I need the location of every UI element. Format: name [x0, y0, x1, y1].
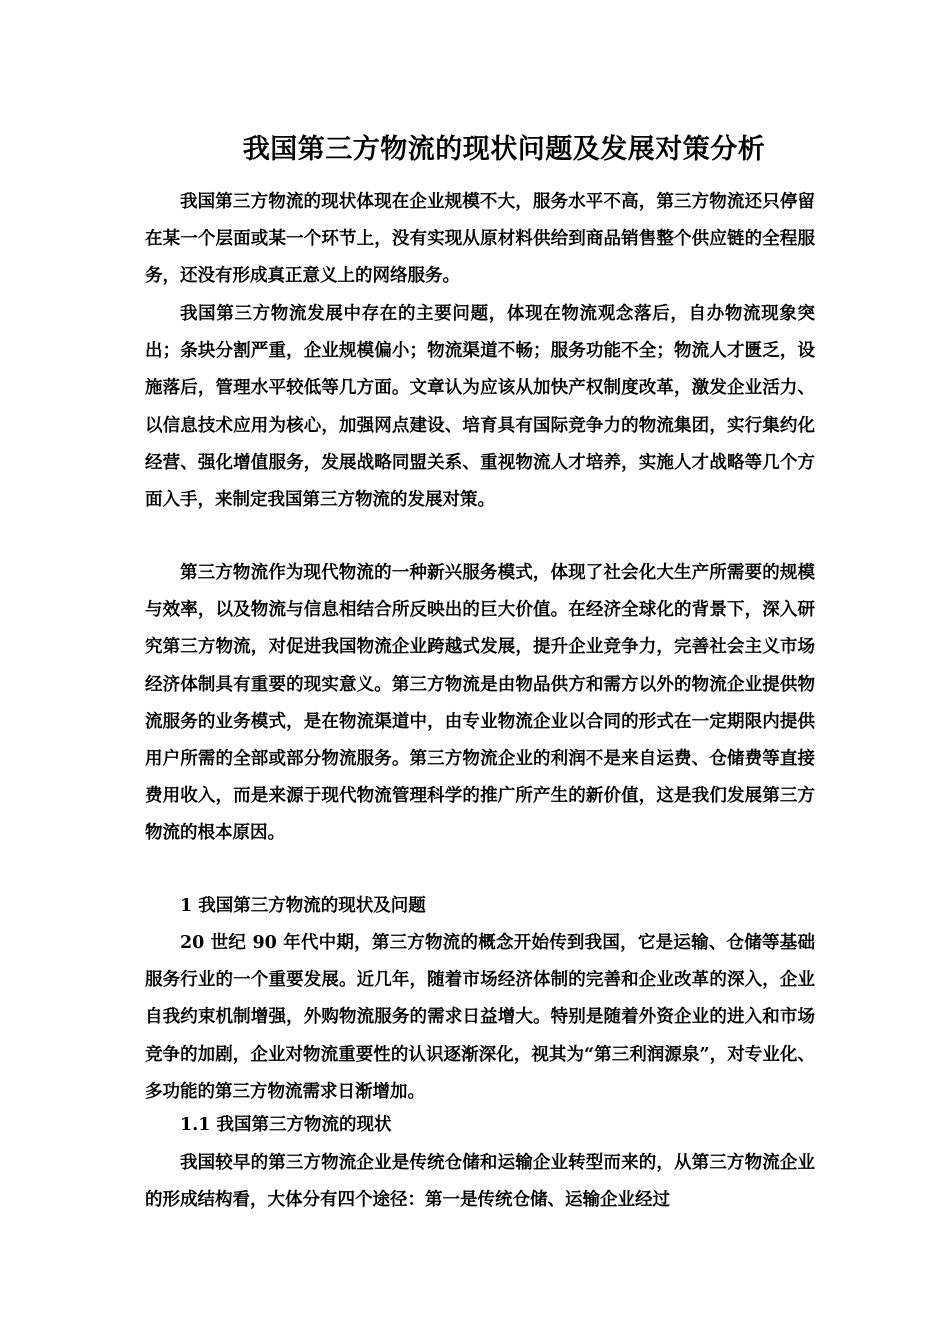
- section-heading-1-1: 1.1 我国第三方物流的现状: [180, 1115, 392, 1135]
- paragraph-intro-2: 我国第三方物流发展中存在的主要问题，体现在物流观念落后，自办物流现象突出；条块分割严重，企业规模偏小；物流渠道不畅；服务功能不全；物流人才匮乏，设施落后，管理水平较低等几方面。文章认为应该从加快产权制度改革，激发企业活力、以信息技术应用为核心，加强网点建设、培育具有国际竞争力的物流集团，实行集约化经营、强化增值服务，发展战略同盟关系、重视物流人才培养，实施人才战略等几个方面入手，来制定我国第三方物流的发展对策。: [145, 304, 815, 511]
- document-title: 我国第三方物流的现状问题及发展对策分析: [242, 134, 766, 165]
- paragraph-intro-3: 第三方物流作为现代物流的一种新兴服务模式，体现了社会化大生产所需要的规模与效率，以及物流与信息相结合所反映出的巨大价值。在经济全球化的背景下，深入研究第三方物流，对促进我国物流企业跨越式发展，提升企业竞争力，完善社会主义市场经济体制具有重要的现实意义。第三方物流是由物品供方和需方以外的物流企业提供物流服务的业务模式，是在物流渠道中，由专业物流企业以合同的形式在一定期限内提供用户所需的全部或部分物流服务。第三方物流企业的利润不是来自运费、仓储费等直接费用收入，而是来源于现代物流管理科学的推广所产生的新价值，这是我们发展第三方物流的根本原因。: [145, 563, 815, 844]
- section-1-1-paragraph: 我国较早的第三方物流企业是传统仓储和运输企业转型而来的，从第三方物流企业的形成结构看，大体分有四个途径：第一是传统仓储、运输企业经过: [145, 1153, 815, 1211]
- section-1-paragraph: 20 世纪 90 年代中期，第三方物流的概念开始传到我国，它是运输、仓储等基础服务行业的一个重要发展。近几年，随着市场经济体制的完善和企业改革的深入，企业自我约束机制增强，外购物流服务的需求日益增大。特别是随着外资企业的进入和市场竞争的加剧，企业对物流重要性的认识逐渐深化，视其为“第三利润源泉”，对专业化、多功能的第三方物流需求日渐增加。: [145, 933, 815, 1102]
- paragraph-intro-1: 我国第三方物流的现状体现在企业规模不大，服务水平不高，第三方物流还只停留在某一个层面或某一个环节上，没有实现从原材料供给到商品销售整个供应链的全程服务，还没有形成真正意义上的网络服务。: [145, 192, 815, 287]
- section-heading-1: 1 我国第三方物流的现状及问题: [180, 896, 426, 916]
